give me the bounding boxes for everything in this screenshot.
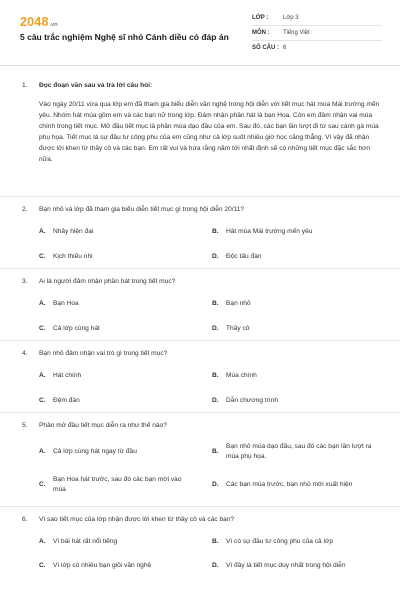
option-letter: B. [212,448,219,455]
option-a[interactable] [39,537,212,547]
option-letter: C. [39,562,46,569]
info-label: SỐ CÂU : [252,45,279,51]
option-letter: B. [212,228,219,235]
option-text: Múa chính [226,372,257,379]
question-5 [0,421,400,497]
option-c[interactable] [39,561,212,571]
option-letter: A. [39,300,46,307]
question-text: Vì sao tiết mục của lớp nhận được lời khen từ thầy cô và các bạn? [39,516,235,523]
info-table [252,11,382,55]
question-4 [0,349,400,406]
option-text: Các bạn múa trước, bạn nhỏ mới xuất hiện [226,481,353,488]
option-text: Vì lớp có nhiều bạn giỏi văn nghệ [53,562,152,569]
divider [0,340,400,341]
info-value: 6 [283,45,287,51]
option-letter: D. [212,397,219,404]
option-text: Bạn Hoa [53,300,79,307]
option-d[interactable] [212,252,382,262]
question-text: Đọc đoạn văn sau và trả lời câu hỏi: [39,82,153,89]
option-letter: A. [39,228,46,235]
info-row-grade [252,11,382,26]
option-text: Vì có sự đầu tư công phu của cả lớp [226,538,333,545]
option-d[interactable] [212,561,382,571]
option-letter: C. [39,325,46,332]
info-value: Lớp 3 [283,15,299,21]
option-text: Độc tấu đàn [226,253,262,260]
option-text: Hát múa Mái trường mến yêu [226,228,313,235]
option-text: Bạn nhỏ múa dạo đầu, sau đó các bạn lần lượt ra múa phụ họa. [226,443,372,460]
option-letter: B. [212,372,219,379]
option-letter: D. [212,562,219,569]
option-text: Vì đây là tiết mục duy nhất trong hội diễn [226,562,346,569]
option-b[interactable] [212,371,382,381]
info-label: LỚP : [252,15,269,21]
option-a[interactable] [39,371,212,381]
option-letter: C. [39,481,46,488]
question-number: 1. [22,82,28,89]
question-2 [0,205,400,262]
divider [0,506,400,507]
option-text: Đệm đàn [53,397,80,404]
info-label: MÔN : [252,30,270,36]
question-number: 2. [22,206,28,213]
option-letter: B. [212,300,219,307]
option-text: Cả lớp cùng hát ngay từ đầu [53,448,137,455]
question-3 [0,277,400,334]
option-b[interactable] [212,299,382,309]
option-a[interactable] [39,299,212,309]
option-letter: A. [39,448,46,455]
option-letter: D. [212,325,219,332]
question-number: 4. [22,350,28,357]
option-text: Cả lớp cùng hát [53,325,100,332]
option-text: Thầy cô [226,325,250,332]
option-a[interactable] [39,227,212,237]
question-6 [0,515,400,571]
question-number: 6. [22,516,28,523]
info-row-count [252,41,382,55]
option-d[interactable] [212,396,382,406]
question-text: Ai là người đảm nhận phần hát trong tiết mục? [39,278,176,285]
page-header [0,0,400,66]
question-number: 5. [22,422,28,429]
divider [0,268,400,269]
option-letter: D. [212,481,219,488]
option-letter: C. [39,397,46,404]
option-c[interactable] [39,324,212,334]
option-letter: D. [212,253,219,260]
question-text: Phần mở đầu tiết mục diễn ra như thế nào? [39,422,167,429]
info-value: Tiếng Việt [283,30,310,36]
option-d[interactable] [212,473,382,497]
option-text: Nhảy hiện đại [53,228,94,235]
option-text: Bạn Hoa hát trước, sau đó các bạn mới vào múa [53,476,182,493]
option-c[interactable] [39,473,212,497]
option-letter: A. [39,538,46,545]
option-letter: C. [39,253,46,260]
option-letter: B. [212,538,219,545]
option-letter: A. [39,372,46,379]
option-c[interactable] [39,396,212,406]
option-text: Dẫn chương trình [226,397,278,404]
option-text: Bạn nhỏ [226,300,251,307]
option-b[interactable] [212,537,382,547]
reading-passage: Vào ngày 20/11 vừa qua lớp em đã tham gia biểu diễn văn nghệ trong hội diễn với tiết mục hát múa Mái trường mến yêu. Nhóm hát múa gồm em và các bạn nữ trong lớp. Đảm nhận phần hát là bạn Hoa. Còn em đảm nhận vai múa chính trong tiết mục. Mở đầu tiết mục là phần múa dạo đầu của em. Sau đó, các bạn lần lượt đi từ sau cánh gà múa phụ họa. Tiết mục là sự đầu tư công phu của em cũng như cả lớp suốt nhiều giờ học căng thẳng. Vì vậy đã nhận được lời khen từ thầy cô và các bạn. Em rất vui và hứa rằng năm tới nhất định sẽ có những tiết mục đặc sắc hơn nữa. [39,101,380,163]
option-b[interactable] [212,440,382,464]
option-text: Hát chính [53,372,82,379]
question-number: 3. [22,278,28,285]
divider [0,196,400,197]
site-logo[interactable] [20,14,58,28]
option-c[interactable] [39,252,212,262]
option-text: Vì bài hát rất nổi tiếng [53,538,118,545]
info-row-subject [252,26,382,41]
option-b[interactable] [212,227,382,237]
option-a[interactable] [39,440,212,464]
option-text: Kịch thiếu nhi [53,253,93,260]
logo-domain: .vn [49,22,58,28]
question-text: Bạn nhỏ và lớp đã tham gia biểu diễn tiết mục gì trong hội diễn 20/11? [39,206,245,213]
option-d[interactable] [212,324,382,334]
logo-text: 2048 [20,15,49,29]
question-1 [0,81,400,165]
divider [0,412,400,413]
document-title: 5 câu trắc nghiệm Nghệ sĩ nhỏ Cánh diều có đáp án [20,32,229,42]
question-text: Bạn nhỏ đảm nhận vai trò gì trong tiết mục? [39,350,168,357]
